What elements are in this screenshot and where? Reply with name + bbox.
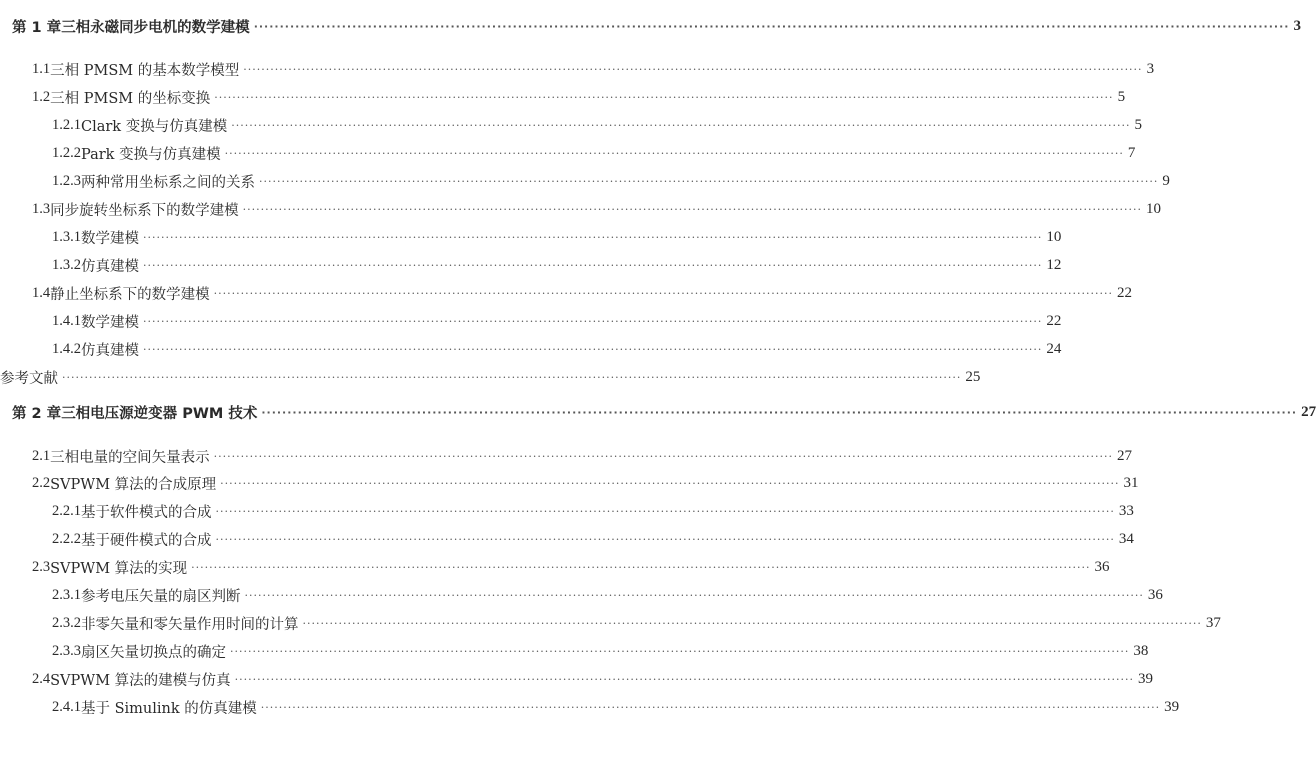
entry-title: 两种常用坐标系之间的关系	[81, 174, 255, 191]
toc-entry[interactable]	[0, 83, 1126, 111]
toc-entry[interactable]	[0, 55, 1155, 83]
page-number: 5	[1134, 116, 1143, 133]
toc-entry[interactable]	[0, 223, 1062, 251]
entry-title: Clark 变换与仿真建模	[81, 118, 228, 135]
toc-entry[interactable]	[0, 553, 1110, 581]
entry-title: 参考电压矢量的扇区判断	[81, 588, 241, 605]
dot-leader: ········································································································································································································	[213, 286, 1113, 300]
entry-number: 第 1 章	[12, 19, 62, 36]
entry-number: 2.2	[32, 474, 51, 491]
dot-leader: ········································································································································································································	[244, 588, 1144, 602]
toc-entry[interactable]	[0, 525, 1134, 553]
page-number: 25	[965, 368, 981, 385]
entry-title: 三相永磁同步电机的数学建模	[61, 19, 250, 36]
dot-leader: ········································································································································································································	[259, 174, 1159, 188]
dot-leader: ········································································································································································································	[143, 314, 1043, 328]
entry-number: 1.4	[32, 284, 51, 301]
toc-chapter-entry[interactable]	[0, 398, 1316, 426]
entry-title: 数学建模	[81, 314, 139, 331]
page-number: 10	[1046, 228, 1062, 245]
toc-entry[interactable]	[0, 111, 1143, 139]
page-number: 10	[1145, 200, 1161, 217]
entry-number: 1.4.2	[52, 340, 81, 357]
entry-title: 基于软件模式的合成	[81, 504, 212, 521]
entry-title: 三相电压源逆变器 PWM 技术	[61, 405, 258, 422]
page-number: 27	[1301, 403, 1316, 420]
toc-chapter-entry[interactable]	[0, 12, 1301, 40]
page-number: 34	[1118, 530, 1134, 547]
page-number: 36	[1094, 558, 1110, 575]
entry-title: 参考文献	[0, 370, 58, 387]
entry-number: 2.1	[32, 447, 51, 464]
dot-leader: ········································································································································································································	[143, 342, 1043, 356]
dot-leader: ········································································································································································································	[253, 19, 1290, 33]
entry-number: 1.1	[32, 60, 51, 77]
toc-entry[interactable]	[0, 609, 1221, 637]
entry-number: 2.2.1	[52, 502, 81, 519]
page-number: 36	[1147, 586, 1163, 603]
page-number: 37	[1205, 614, 1221, 631]
entry-title: SVPWM 算法的建模与仿真	[50, 672, 231, 689]
entry-number: 1.2.3	[52, 172, 81, 189]
dot-leader: ········································································································································································································	[261, 405, 1298, 419]
entry-number: 1.3.2	[52, 256, 81, 273]
entry-title: 三相 PMSM 的基本数学模型	[50, 62, 240, 79]
toc-entry[interactable]	[0, 637, 1149, 665]
page-number: 39	[1137, 670, 1153, 687]
toc-entry[interactable]	[0, 693, 1180, 721]
page-number: 27	[1116, 447, 1132, 464]
entry-title: 基于 Simulink 的仿真建模	[81, 700, 257, 717]
toc-entry[interactable]	[0, 167, 1170, 195]
page-number: 22	[1116, 284, 1132, 301]
entry-title: 静止坐标系下的数学建模	[50, 286, 210, 303]
page-number: 7	[1127, 144, 1136, 161]
dot-leader: ········································································································································································································	[220, 476, 1120, 490]
toc-entry[interactable]	[0, 335, 1062, 363]
entry-number: 2.3.2	[52, 614, 81, 631]
entry-number: 2.3	[32, 558, 51, 575]
entry-number: 1.2	[32, 88, 51, 105]
dot-leader: ········································································································································································································	[214, 90, 1114, 104]
dot-leader: ········································································································································································································	[62, 370, 962, 384]
dot-leader: ········································································································································································································	[213, 449, 1113, 463]
entry-title: 三相电量的空间矢量表示	[50, 449, 210, 466]
dot-leader: ········································································································································································································	[234, 672, 1134, 686]
dot-leader: ········································································································································································································	[215, 532, 1115, 546]
entry-title: 数学建模	[81, 230, 139, 247]
entry-title: 基于硬件模式的合成	[81, 532, 212, 549]
page-number: 9	[1162, 172, 1170, 189]
toc-entry[interactable]	[0, 469, 1139, 497]
entry-number: 2.4	[32, 670, 51, 687]
dot-leader: ········································································································································································································	[230, 644, 1130, 658]
entry-title: 同步旋转坐标系下的数学建模	[50, 202, 239, 219]
entry-title: Park 变换与仿真建模	[81, 146, 221, 163]
entry-number: 2.3.3	[52, 642, 81, 659]
toc-entry[interactable]	[0, 279, 1132, 307]
toc-entry[interactable]	[0, 195, 1161, 223]
dot-leader: ········································································································································································································	[143, 258, 1043, 272]
toc-entry[interactable]	[0, 581, 1163, 609]
entry-number: 1.2.2	[52, 144, 81, 161]
toc-entry[interactable]	[0, 442, 1132, 470]
entry-number: 1.3	[32, 200, 51, 217]
page-number: 5	[1117, 88, 1126, 105]
dot-leader: ········································································································································································································	[302, 616, 1202, 630]
entry-title: 仿真建模	[81, 258, 139, 275]
page-number: 33	[1118, 502, 1134, 519]
entry-title: SVPWM 算法的合成原理	[50, 476, 217, 493]
dot-leader: ········································································································································································································	[224, 146, 1124, 160]
entry-title: 非零矢量和零矢量作用时间的计算	[81, 616, 299, 633]
dot-leader: ········································································································································································································	[143, 230, 1043, 244]
page-number: 3	[1293, 17, 1301, 34]
dot-leader: ········································································································································································································	[191, 560, 1091, 574]
toc-entry[interactable]	[0, 139, 1136, 167]
entry-number: 第 2 章	[12, 405, 62, 422]
page-number: 12	[1046, 256, 1062, 273]
dot-leader: ········································································································································································································	[243, 62, 1143, 76]
dot-leader: ········································································································································································································	[260, 700, 1161, 714]
toc-entry[interactable]	[0, 307, 1062, 335]
entry-number: 2.4.1	[52, 698, 81, 715]
page-number: 3	[1146, 60, 1155, 77]
dot-leader: ········································································································································································································	[231, 118, 1131, 132]
entry-number: 2.2.2	[52, 530, 81, 547]
toc-entry[interactable]	[0, 665, 1153, 693]
page-number: 22	[1046, 312, 1062, 329]
entry-title: 仿真建模	[81, 342, 139, 359]
dot-leader: ········································································································································································································	[215, 504, 1115, 518]
entry-number: 1.3.1	[52, 228, 81, 245]
entry-title: 三相 PMSM 的坐标变换	[50, 90, 211, 107]
dot-leader: ········································································································································································································	[242, 202, 1142, 216]
page-number: 24	[1046, 340, 1062, 357]
entry-title: SVPWM 算法的实现	[50, 560, 188, 577]
toc-entry[interactable]	[0, 497, 1134, 525]
entry-number: 1.2.1	[52, 116, 81, 133]
page-number: 31	[1123, 474, 1139, 491]
entry-title: 扇区矢量切换点的确定	[81, 644, 226, 661]
toc-entry[interactable]	[0, 363, 981, 391]
page-number: 39	[1164, 698, 1180, 715]
entry-number: 1.4.1	[52, 312, 81, 329]
toc-entry[interactable]	[0, 251, 1062, 279]
page-number: 38	[1133, 642, 1149, 659]
entry-number: 2.3.1	[52, 586, 81, 603]
